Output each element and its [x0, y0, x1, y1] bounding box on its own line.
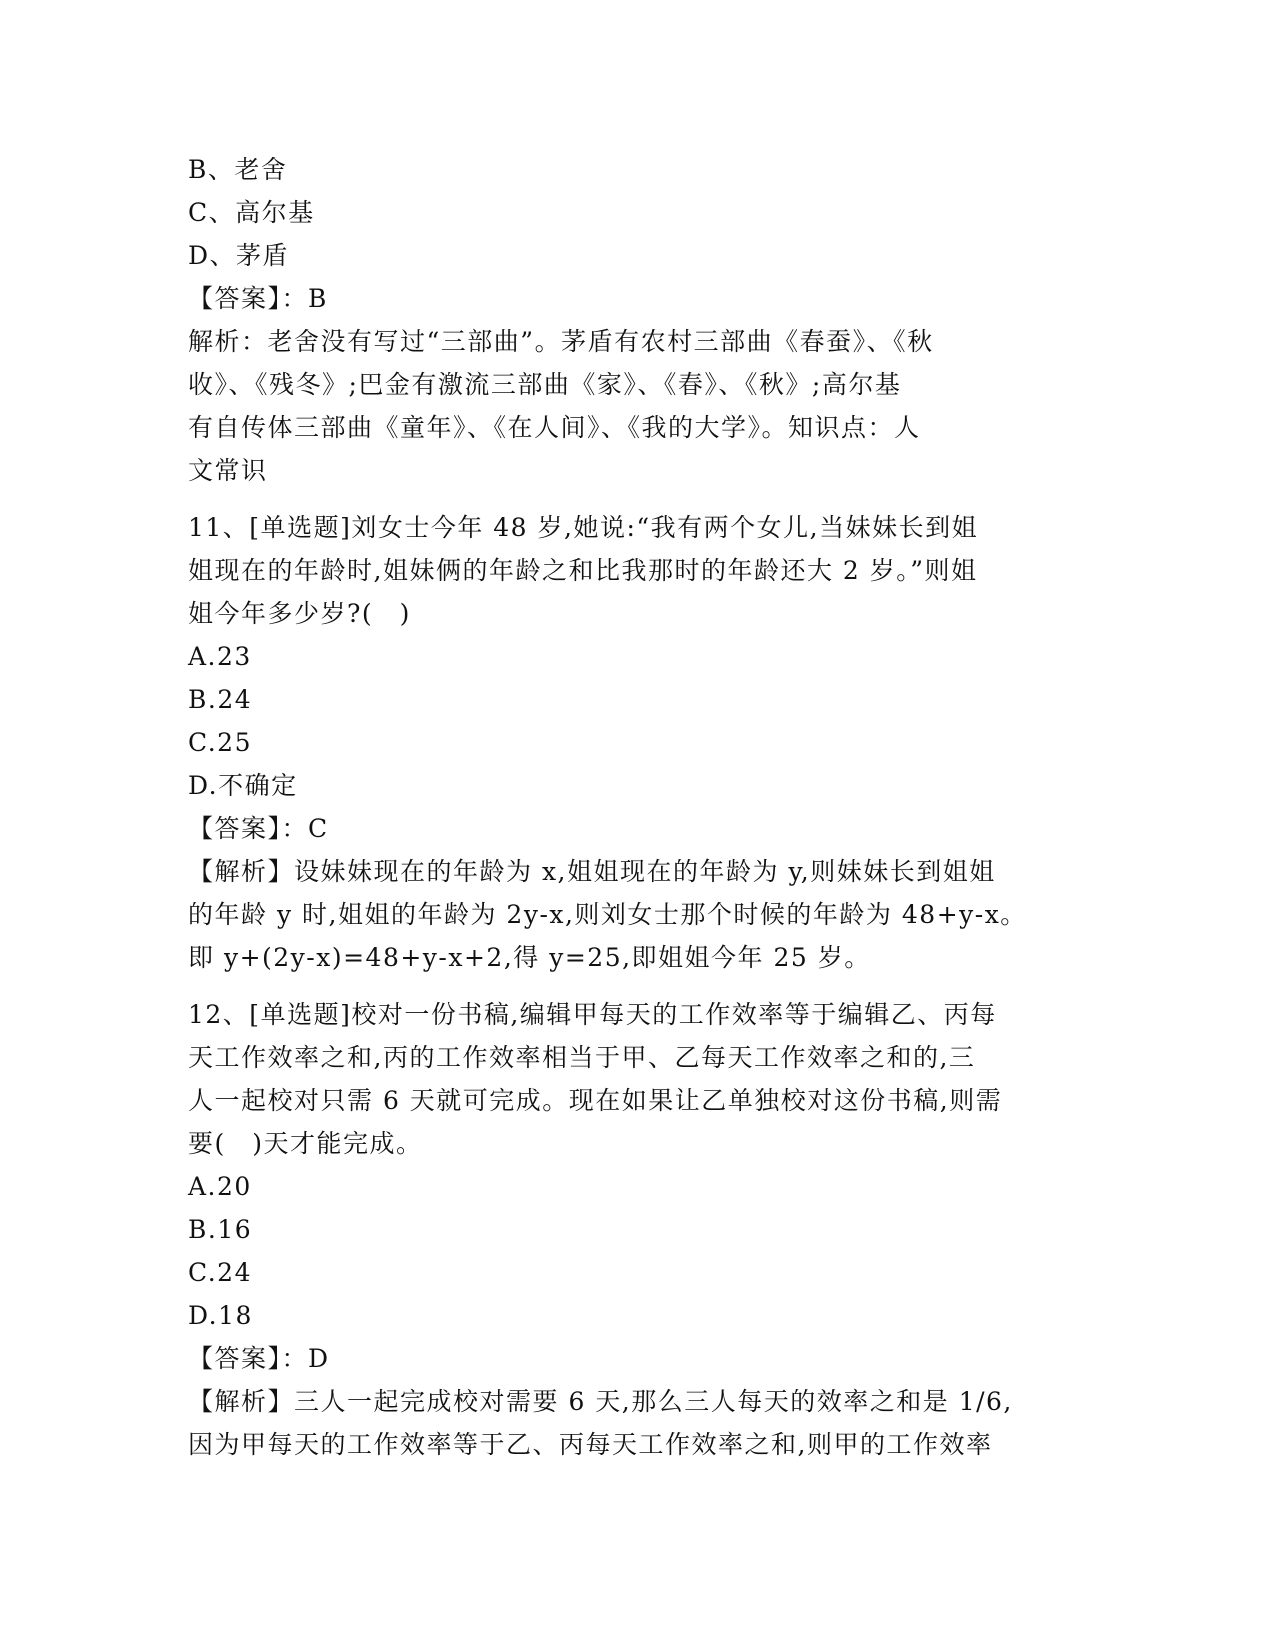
question-stem-line: 人一起校对只需 6 天就可完成。现在如果让乙单独校对这份书稿,则需	[188, 1086, 1003, 1115]
option-d: D.18	[188, 1301, 253, 1330]
analysis-line: 的年龄 y 时,姐姐的年龄为 2y-x,则刘女士那个时候的年龄为 48+y-x。	[188, 900, 1027, 929]
question-12	[188, 993, 1080, 1466]
option-c: C.24	[188, 1258, 252, 1287]
option-c: C、高尔基	[188, 198, 315, 227]
question-stem-line: 姐现在的年龄时,姐妹俩的年龄之和比我那时的年龄还大 2 岁。”则姐	[188, 556, 978, 585]
option-b: B.16	[188, 1215, 253, 1244]
question-stem-line: 姐今年多少岁?( )	[188, 599, 411, 628]
analysis-line: 即 y+(2y-x)=48+y-x+2,得 y=25,即姐姐今年 25 岁。	[188, 943, 871, 972]
analysis-line: 收》、《残冬》;巴金有激流三部曲《家》、《春》、《秋》;高尔基	[188, 370, 902, 399]
analysis-line: 有自传体三部曲《童年》、《在人间》、《我的大学》。知识点：人	[188, 413, 921, 442]
option-b: B.24	[188, 685, 253, 714]
answer-line: 【答案】：D	[188, 1344, 330, 1373]
question-stem-line: 天工作效率之和,丙的工作效率相当于甲、乙每天工作效率之和的,三	[188, 1043, 976, 1072]
question-stem-line: 12、[单选题]校对一份书稿,编辑甲每天的工作效率等于编辑乙、丙每	[188, 1000, 997, 1029]
option-c: C.25	[188, 728, 252, 757]
spacer	[188, 492, 1080, 506]
analysis-line: 解析：老舍没有写过“三部曲”。茅盾有农村三部曲《春蚕》、《秋	[188, 327, 934, 356]
analysis-line: 【解析】设妹妹现在的年龄为 x,姐姐现在的年龄为 y,则妹妹长到姐姐	[188, 857, 996, 886]
question-stem-line: 11、[单选题]刘女士今年 48 岁,她说:“我有两个女儿,当妹妹长到姐	[188, 513, 979, 542]
answer-line: 【答案】：C	[188, 814, 329, 843]
page-content	[188, 148, 1080, 1466]
option-a: A.23	[188, 642, 252, 671]
option-b: B、老舍	[188, 155, 288, 184]
analysis-line: 文常识	[188, 456, 268, 485]
option-d: D.不确定	[188, 771, 298, 800]
question-10-tail	[188, 148, 1080, 492]
option-d: D、茅盾	[188, 241, 290, 270]
spacer	[188, 979, 1080, 993]
answer-line: 【答案】：B	[188, 284, 328, 313]
question-11	[188, 506, 1080, 979]
question-stem-line: 要( )天才能完成。	[188, 1129, 423, 1158]
analysis-line: 因为甲每天的工作效率等于乙、丙每天工作效率之和,则甲的工作效率	[188, 1430, 993, 1459]
analysis-line: 【解析】三人一起完成校对需要 6 天,那么三人每天的效率之和是 1/6,	[188, 1387, 1013, 1416]
option-a: A.20	[188, 1172, 252, 1201]
